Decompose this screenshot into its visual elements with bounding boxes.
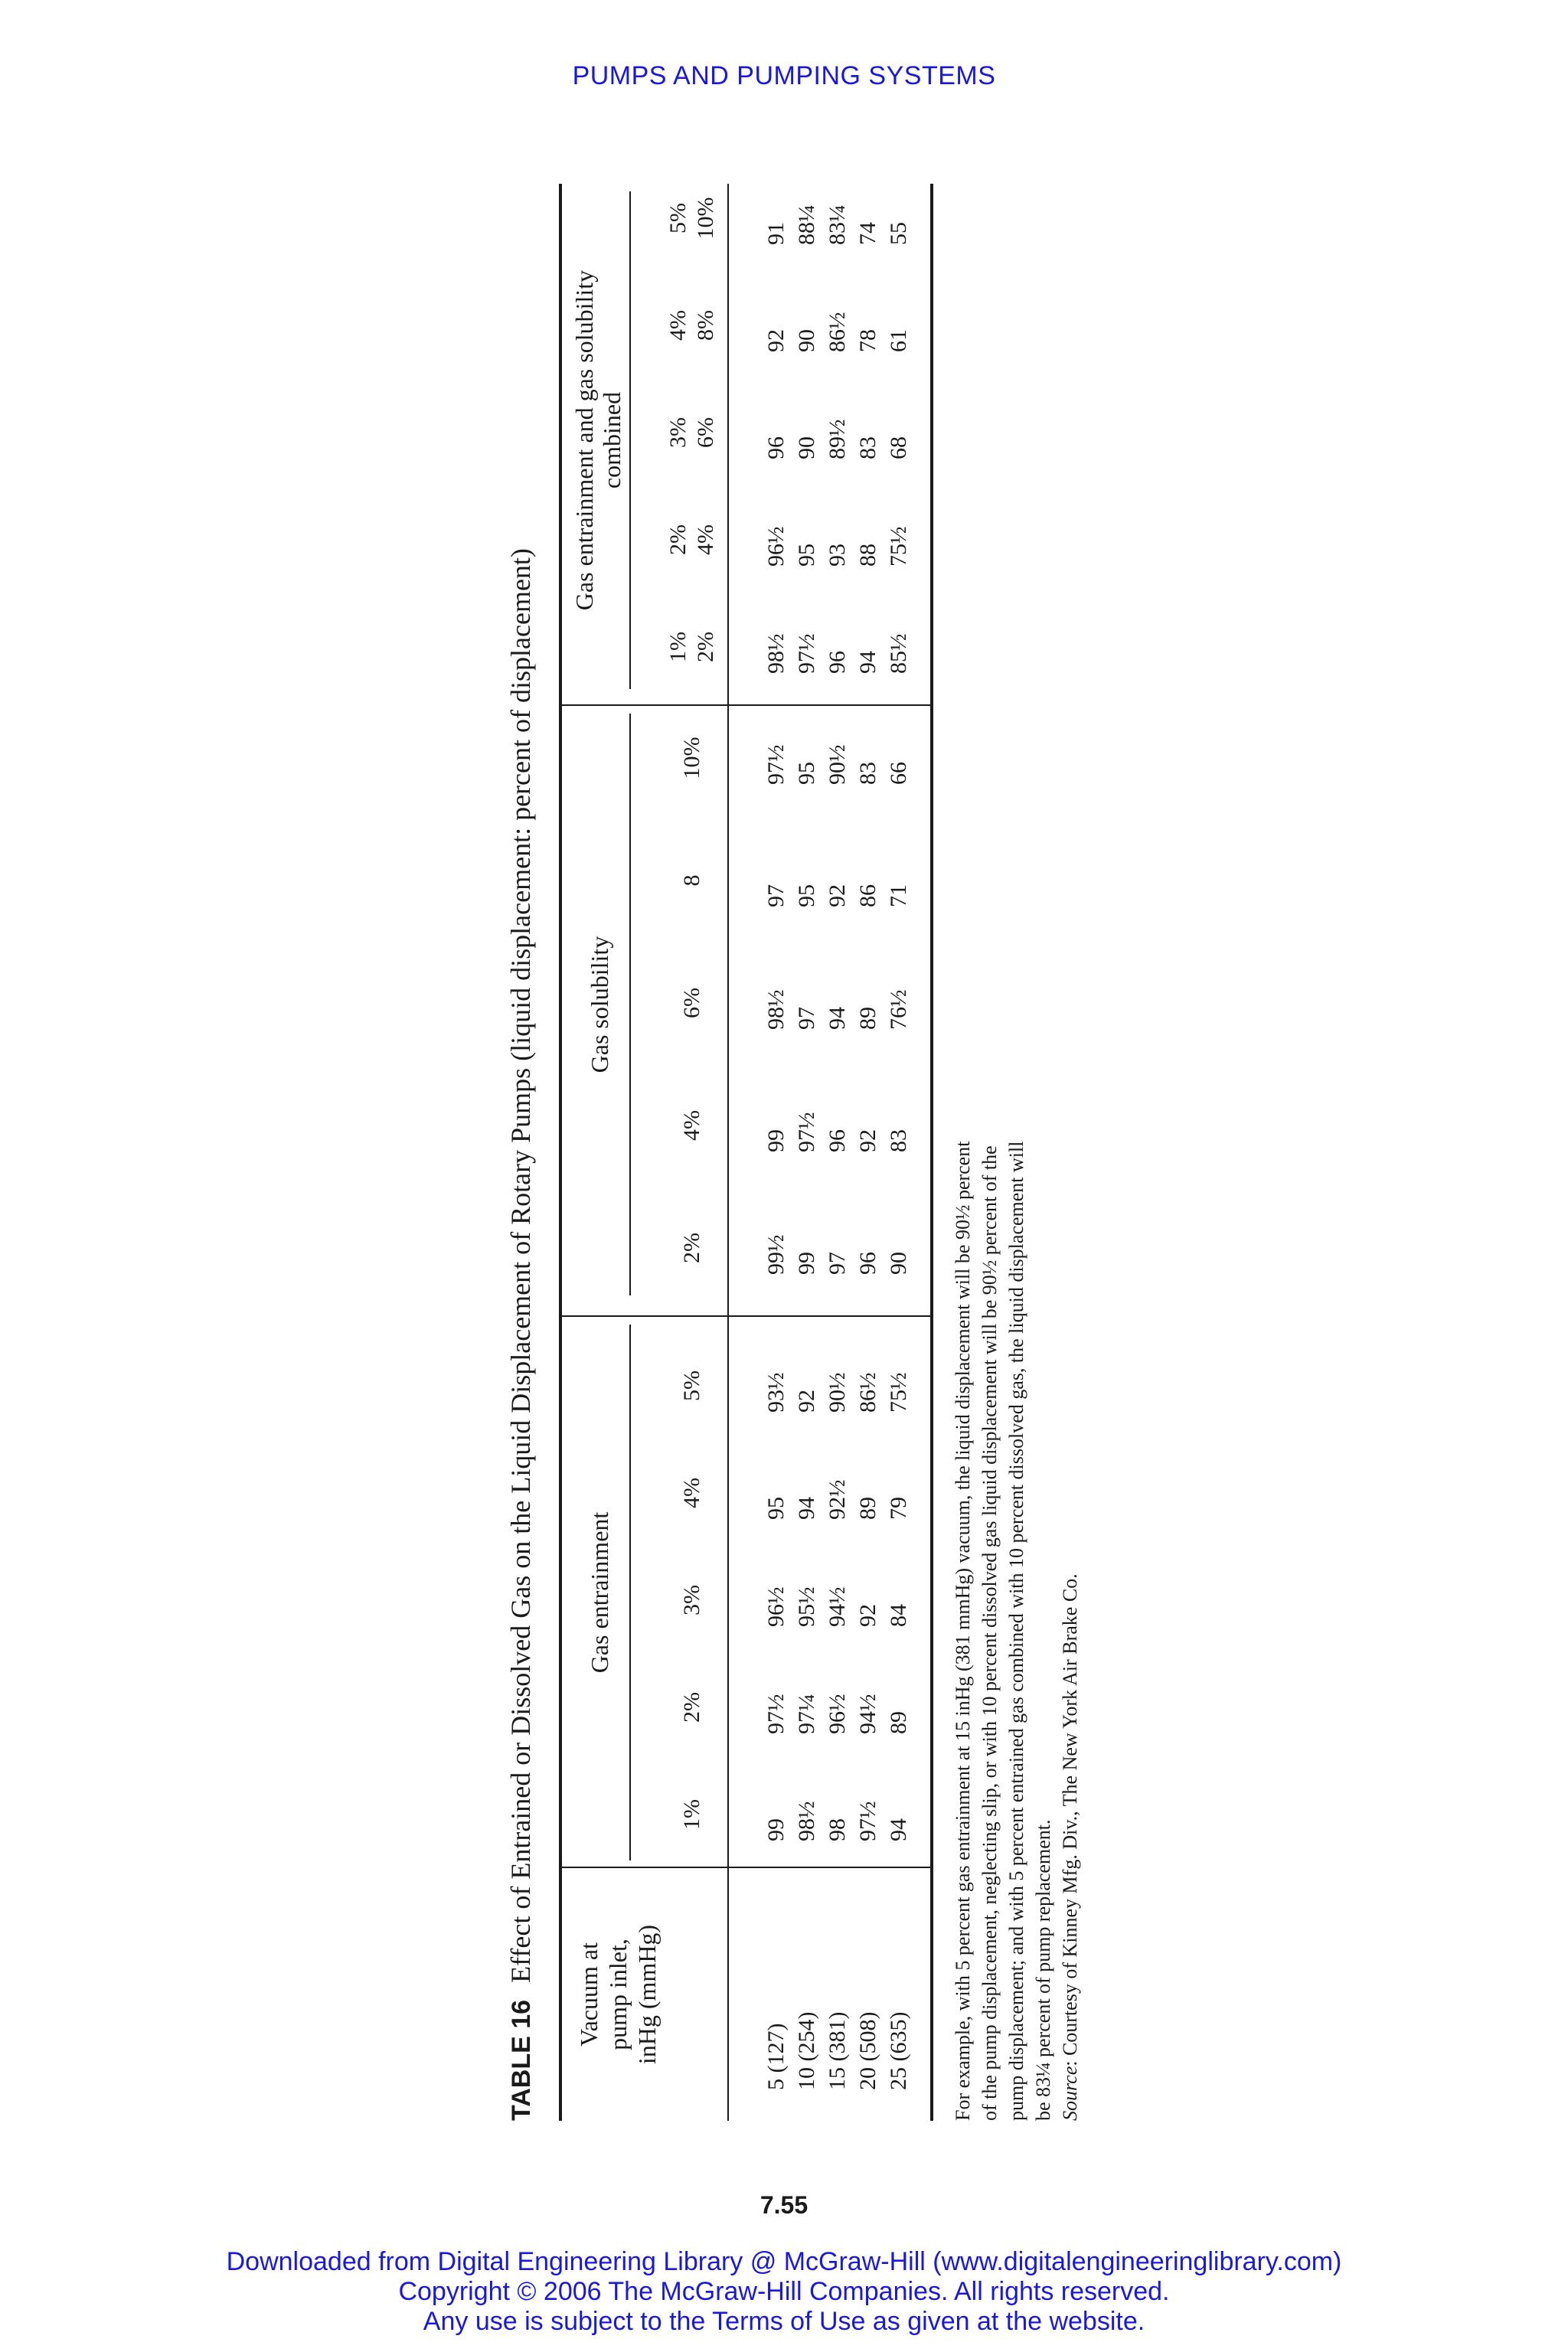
table-cell: 97¼: [794, 1694, 819, 1734]
table-cell: 86½: [825, 312, 850, 352]
column-header-line: 4%: [693, 524, 718, 555]
table-cell: 95: [794, 762, 819, 785]
column-header: [678, 1344, 706, 1428]
table-cell: 78: [855, 329, 880, 352]
column-separator: [560, 704, 932, 706]
stub-header: [574, 1868, 662, 2121]
column-group-header: [570, 191, 626, 689]
table-header-rule: [727, 184, 729, 2121]
table-cell: 96: [763, 436, 789, 459]
group-header-line: Gas entrainment: [586, 1511, 613, 1674]
column-group-header: [586, 714, 613, 1295]
row-stub: 15 (381): [825, 2011, 850, 2090]
source-label: Source: [1059, 2066, 1081, 2121]
source-text: : Courtesy of Kinney Mfg. Div., The New York Air Brake Co.: [1059, 1573, 1081, 2066]
column-header: [678, 716, 706, 800]
column-header-line: 6%: [679, 988, 704, 1018]
table-cell: 96: [825, 651, 850, 674]
table-cell: 74: [855, 222, 880, 245]
table-cell: 95½: [794, 1586, 819, 1627]
column-header-line: 3%: [679, 1585, 704, 1615]
stub-header-line: inHg (mmHg): [633, 1924, 661, 2065]
column-header-line: 4%: [665, 310, 691, 341]
note-line: pump displacement; and with 5 percent entrained gas combined with 10 percent dissolved gas, the liquid displacement will: [1005, 1141, 1027, 2121]
table-cell: 83¼: [825, 204, 850, 245]
table-number: TABLE 16: [507, 1999, 536, 2121]
table-cell: 97½: [794, 633, 819, 674]
column-header: [665, 498, 720, 582]
footer-copyright-line: Copyright © 2006 The McGraw-Hill Companies. All rights reserved.: [398, 2277, 1170, 2306]
column-header-line: 2%: [693, 632, 718, 662]
table-cell: 66: [886, 762, 911, 785]
table-cell: 94½: [825, 1586, 850, 1627]
table-cell: 98½: [794, 1801, 819, 1841]
table-cell: 92: [855, 1604, 880, 1627]
table-cell: 76½: [886, 989, 911, 1030]
table-cell: 94: [794, 1497, 819, 1520]
table-cell: 91: [763, 222, 789, 245]
stub-header-line: pump inlet,: [604, 1939, 632, 2050]
column-header-line: 10%: [693, 197, 718, 240]
page-number: 7.55: [760, 2191, 808, 2219]
table-cell: 96½: [763, 1586, 789, 1627]
table-cell: 97½: [763, 1694, 789, 1734]
table-cell: 95: [763, 1497, 789, 1520]
group-header-line: Gas entrainment and gas solubility: [570, 270, 598, 611]
column-header-line: 5%: [679, 1370, 704, 1401]
table-cell: 83: [886, 1129, 911, 1152]
column-header: [678, 1083, 706, 1168]
table-cell: 89: [855, 1497, 880, 1520]
note-line: be 83¼ percent of pump replacement.: [1032, 1819, 1054, 2121]
table-cell: 90: [794, 436, 819, 459]
table-cell: 97½: [794, 1112, 819, 1152]
table-cell: 95: [794, 544, 819, 567]
column-separator: [560, 1315, 932, 1317]
table-cell: 92½: [825, 1479, 850, 1520]
column-header: [678, 1451, 706, 1535]
column-header-line: 1%: [679, 1799, 704, 1830]
column-header: [678, 1206, 706, 1290]
table-cell: 61: [886, 329, 911, 352]
table-cell: 83: [855, 762, 880, 785]
table-cell: 75½: [886, 526, 911, 567]
column-header: [678, 1558, 706, 1642]
footer-terms-line: Any use is subject to the Terms of Use as given at the website.: [423, 2307, 1145, 2336]
column-header: [678, 961, 706, 1045]
table-cell: 90½: [825, 744, 850, 785]
table-cell: 86½: [855, 1372, 880, 1413]
note-line: of the pump displacement, neglecting slip, or with 10 percent dissolved gas liquid displacement will be 90½ percent of the: [978, 1145, 1001, 2121]
table-cell: 92: [825, 884, 850, 907]
row-stub: 25 (635): [886, 2011, 911, 2090]
table-cell: 98½: [763, 989, 789, 1030]
group-span-rule: [629, 1325, 631, 1860]
table-cell: 79: [886, 1497, 911, 1520]
stub-header-line: Vacuum at: [575, 1942, 603, 2047]
column-header-line: 10%: [679, 737, 704, 779]
column-group-header: [586, 1325, 613, 1860]
table-cell: 92: [794, 1390, 819, 1413]
table-notes: [949, 184, 1083, 2121]
group-span-rule: [629, 714, 631, 1295]
table-cell: 71: [886, 884, 911, 907]
table-cell: 96: [855, 1252, 880, 1275]
row-stub: 20 (508): [855, 2011, 880, 2090]
table-cell: 96: [825, 1129, 850, 1152]
table-cell: 89: [855, 1007, 880, 1030]
table-cell: 68: [886, 436, 911, 459]
running-head: PUMPS AND PUMPING SYSTEMS: [572, 61, 996, 90]
table-cell: 90: [886, 1252, 911, 1275]
table-cell: 94: [855, 651, 880, 674]
table-caption: [498, 548, 544, 2121]
table-cell: 85½: [886, 633, 911, 674]
column-header-line: 5%: [665, 203, 691, 234]
column-header: [665, 605, 720, 689]
column-header-line: 1%: [665, 632, 691, 662]
table-cell: 83: [855, 436, 880, 459]
table-cell: 90½: [825, 1372, 850, 1413]
table-title: Effect of Entrained or Dissolved Gas on the Liquid Displacement of Rotary Pumps (liquid displacement: percent of displacement): [505, 548, 536, 1983]
group-header-line: combined: [598, 391, 626, 489]
column-header-line: 6%: [693, 417, 718, 448]
table-cell: 93: [825, 544, 850, 567]
table-top-rule: [559, 184, 562, 2121]
table-cell: 99: [763, 1818, 789, 1841]
table-cell: 89: [886, 1711, 911, 1734]
table-cell: 94½: [855, 1694, 880, 1734]
row-stub: 5 (127): [763, 2023, 789, 2090]
table-cell: 96½: [825, 1694, 850, 1734]
rotated-table-block: [498, 184, 1110, 2121]
column-header-line: 3%: [665, 417, 691, 448]
table-cell: 88¼: [794, 204, 819, 245]
column-header: [665, 176, 720, 260]
table-cell: 99: [794, 1252, 819, 1275]
table-cell: 97: [794, 1007, 819, 1030]
column-header-line: 4%: [679, 1478, 704, 1508]
group-span-rule: [629, 191, 631, 689]
table-cell: 92: [855, 1129, 880, 1152]
column-header: [678, 1665, 706, 1749]
table-cell: 96½: [763, 526, 789, 567]
table-cell: 93½: [763, 1372, 789, 1413]
note-line: For example, with 5 percent gas entrainment at 15 inHg (381 mmHg) vacuum, the liquid displacement will be 90½ percent: [952, 1141, 974, 2121]
table-cell: 97½: [855, 1801, 880, 1841]
column-header: [678, 838, 706, 923]
table-cell: 98: [825, 1818, 850, 1841]
column-header: [678, 1772, 706, 1857]
table-cell: 98½: [763, 633, 789, 674]
row-stub: 10 (254): [794, 2011, 819, 2090]
table-cell: 75½: [886, 1372, 911, 1413]
table-cell: 99½: [763, 1234, 789, 1275]
table-cell: 55: [886, 222, 911, 245]
column-header-line: 2%: [679, 1692, 704, 1723]
footer-download-line: Downloaded from Digital Engineering Library @ McGraw-Hill (www.digitalengineeringlibrary.com): [226, 2247, 1342, 2276]
column-header-line: 8%: [693, 310, 718, 341]
table-cell: 88: [855, 544, 880, 567]
table-cell: 99: [763, 1129, 789, 1152]
table-cell: 94: [825, 1007, 850, 1030]
table-cell: 97: [763, 884, 789, 907]
group-header-line: Gas solubility: [586, 936, 613, 1073]
table-cell: 84: [886, 1604, 911, 1627]
column-header: [665, 390, 720, 475]
table-cell: 94: [886, 1818, 911, 1841]
table-cell: 97½: [763, 744, 789, 785]
table-cell: 92: [763, 329, 789, 352]
source-line: [1057, 184, 1083, 2121]
column-header-line: 4%: [679, 1110, 704, 1141]
column-separator: [560, 1867, 932, 1868]
column-header-line: 8: [679, 874, 704, 887]
table-bottom-rule: [930, 184, 933, 2121]
table-cell: 97: [825, 1252, 850, 1275]
table-cell: 90: [794, 329, 819, 352]
table-cell: 89½: [825, 419, 850, 459]
column-header-line: 2%: [679, 1233, 704, 1263]
table-cell: 95: [794, 884, 819, 907]
column-header: [665, 283, 720, 368]
column-header-line: 2%: [665, 524, 691, 555]
table-cell: 86: [855, 884, 880, 907]
